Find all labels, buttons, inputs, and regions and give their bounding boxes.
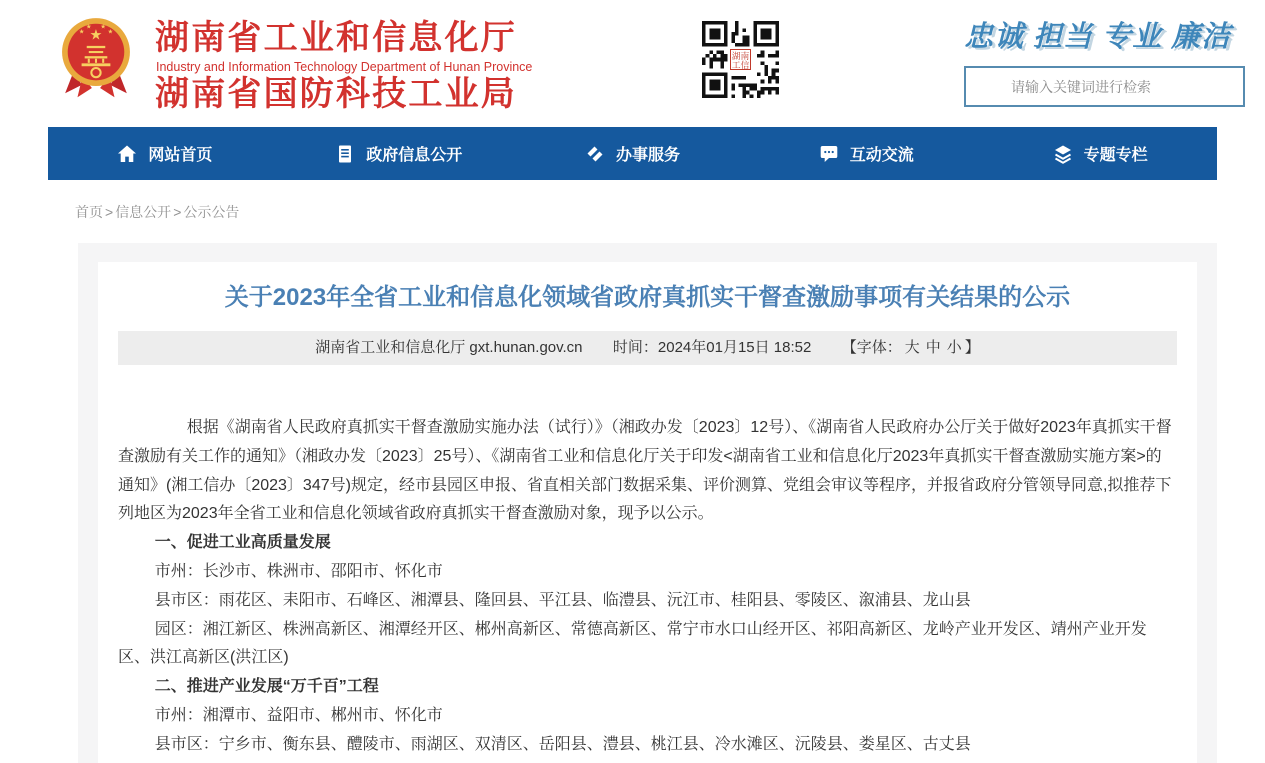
- font-size-small-button[interactable]: 小: [946, 339, 962, 356]
- handshake-icon: [585, 144, 605, 164]
- section-heading-2: 二、推进产业发展“万千百”工程: [154, 678, 379, 696]
- breadcrumb-separator: >: [105, 203, 114, 220]
- svg-text:★: ★: [89, 27, 103, 44]
- body-line: 市州：长沙市、株洲市、邵阳市、怀化市: [154, 562, 443, 580]
- svg-text:工信: 工信: [731, 59, 750, 70]
- site-header: [0, 0, 1265, 127]
- breadcrumb-home[interactable]: 首页: [75, 203, 103, 220]
- nav-item-label: 政府信息公开: [366, 147, 463, 164]
- document-icon: [335, 144, 355, 164]
- font-size-medium-button[interactable]: 中: [925, 339, 941, 356]
- body-line: 园区：湘江新区、株洲高新区、湘潭经开区、郴州高新区、常德高新区、常宁市水口山经开区、祁阳高新区、龙岭产业开发区、靖州产业开发区、洪江高新区(洪江区): [118, 620, 1147, 667]
- nav-item-label: 办事服务: [615, 147, 680, 164]
- content-background: [78, 243, 1217, 763]
- breadcrumb-separator: >: [173, 203, 182, 220]
- breadcrumb-info-disclosure[interactable]: 信息公开: [115, 203, 172, 220]
- site-title-en: Industry and Information Technology Department of Hunan Province: [156, 59, 533, 74]
- national-emblem-logo: [60, 14, 132, 102]
- site-titles: [155, 21, 532, 112]
- home-icon: [117, 144, 137, 164]
- svg-text:★: ★: [78, 28, 85, 36]
- search-input[interactable]: [964, 66, 1245, 107]
- national-emblem-icon: [60, 14, 132, 100]
- svg-text:湖南: 湖南: [731, 50, 750, 61]
- svg-text:★: ★: [107, 28, 114, 36]
- layers-icon: [1053, 144, 1073, 164]
- article-time: 2024年01月15日 18:52: [657, 339, 812, 356]
- chat-icon: [819, 144, 839, 164]
- nav-item-label: 互动交流: [849, 147, 914, 164]
- body-line: 县市区：雨花区、耒阳市、石峰区、湘潭县、隆回县、平江县、临澧县、沅江市、桂阳县、零陵区、溆浦县、龙山县: [154, 591, 971, 609]
- nav-item-special-topics[interactable]: [983, 127, 1217, 180]
- main-nav: [48, 127, 1217, 180]
- font-size-large-button[interactable]: 大: [904, 339, 920, 356]
- nav-item-interaction[interactable]: [749, 127, 983, 180]
- site-title-2-cn: 湖南省国防科技工业局: [155, 74, 517, 113]
- slogan-text: 忠诚 担当 专业 廉洁: [964, 21, 1232, 53]
- header-right: [964, 14, 1245, 107]
- body-line: 市州：湘潭市、益阳市、郴州市、怀化市: [154, 706, 443, 724]
- svg-text:★: ★: [100, 23, 106, 31]
- body-line: 县市区：宁乡市、衡东县、醴陵市、雨湖区、双清区、岳阳县、澧县、桃江县、冷水滩区、沅陵县、娄星区、古丈县: [154, 735, 971, 753]
- nav-item-home[interactable]: [48, 127, 282, 180]
- nav-item-label: 专题专栏: [1083, 147, 1148, 164]
- article-source: 湖南省工业和信息化厅 gxt.hunan.gov.cn: [315, 339, 583, 356]
- section-heading-1: 一、促进工业高质量发展: [154, 534, 331, 552]
- article-card: [98, 262, 1197, 763]
- svg-text:★: ★: [86, 23, 92, 31]
- article-time-label: 时间：: [612, 339, 658, 356]
- article-meta-bar: [118, 331, 1177, 365]
- nav-item-info-disclosure[interactable]: [282, 127, 516, 180]
- breadcrumb: [75, 180, 239, 243]
- font-size-label-end: 】: [964, 339, 980, 356]
- article-title: 关于2023年全省工业和信息化领域省政府真抓实干督查激励事项有关结果的公示: [224, 284, 1071, 311]
- nav-item-label: 网站首页: [148, 147, 213, 164]
- nav-item-services[interactable]: [516, 127, 750, 180]
- site-title-cn: 湖南省工业和信息化厅: [155, 19, 517, 57]
- body-paragraph: 根据《湖南省人民政府真抓实干督查激励实施办法（试行）》（湘政办发〔2023〕12号）、《湖南省人民政府办公厅关于做好2023年真抓实干督查激励有关工作的通知》（湘政办发〔2023〕25号）、《湖南省工业和信息化厅关于印发<湖南省工业和信息化厅2023年真抓实干督查激励实施方案>的通知》(湘工信办〔2023〕347号)规定，经市县园区申报、省直相关部门数据采集、评价测算、党组会审议等程序，并报省政府分管领导同意,拟推荐下列地区为2023年全省工业和信息化领域省政府真抓实干督查激励对象，现予以公示。: [118, 419, 1172, 523]
- breadcrumb-announcements[interactable]: 公示公告: [183, 203, 240, 220]
- font-size-label: 【字体：: [841, 339, 902, 356]
- qr-code: [702, 21, 779, 98]
- article-body: [118, 414, 1177, 760]
